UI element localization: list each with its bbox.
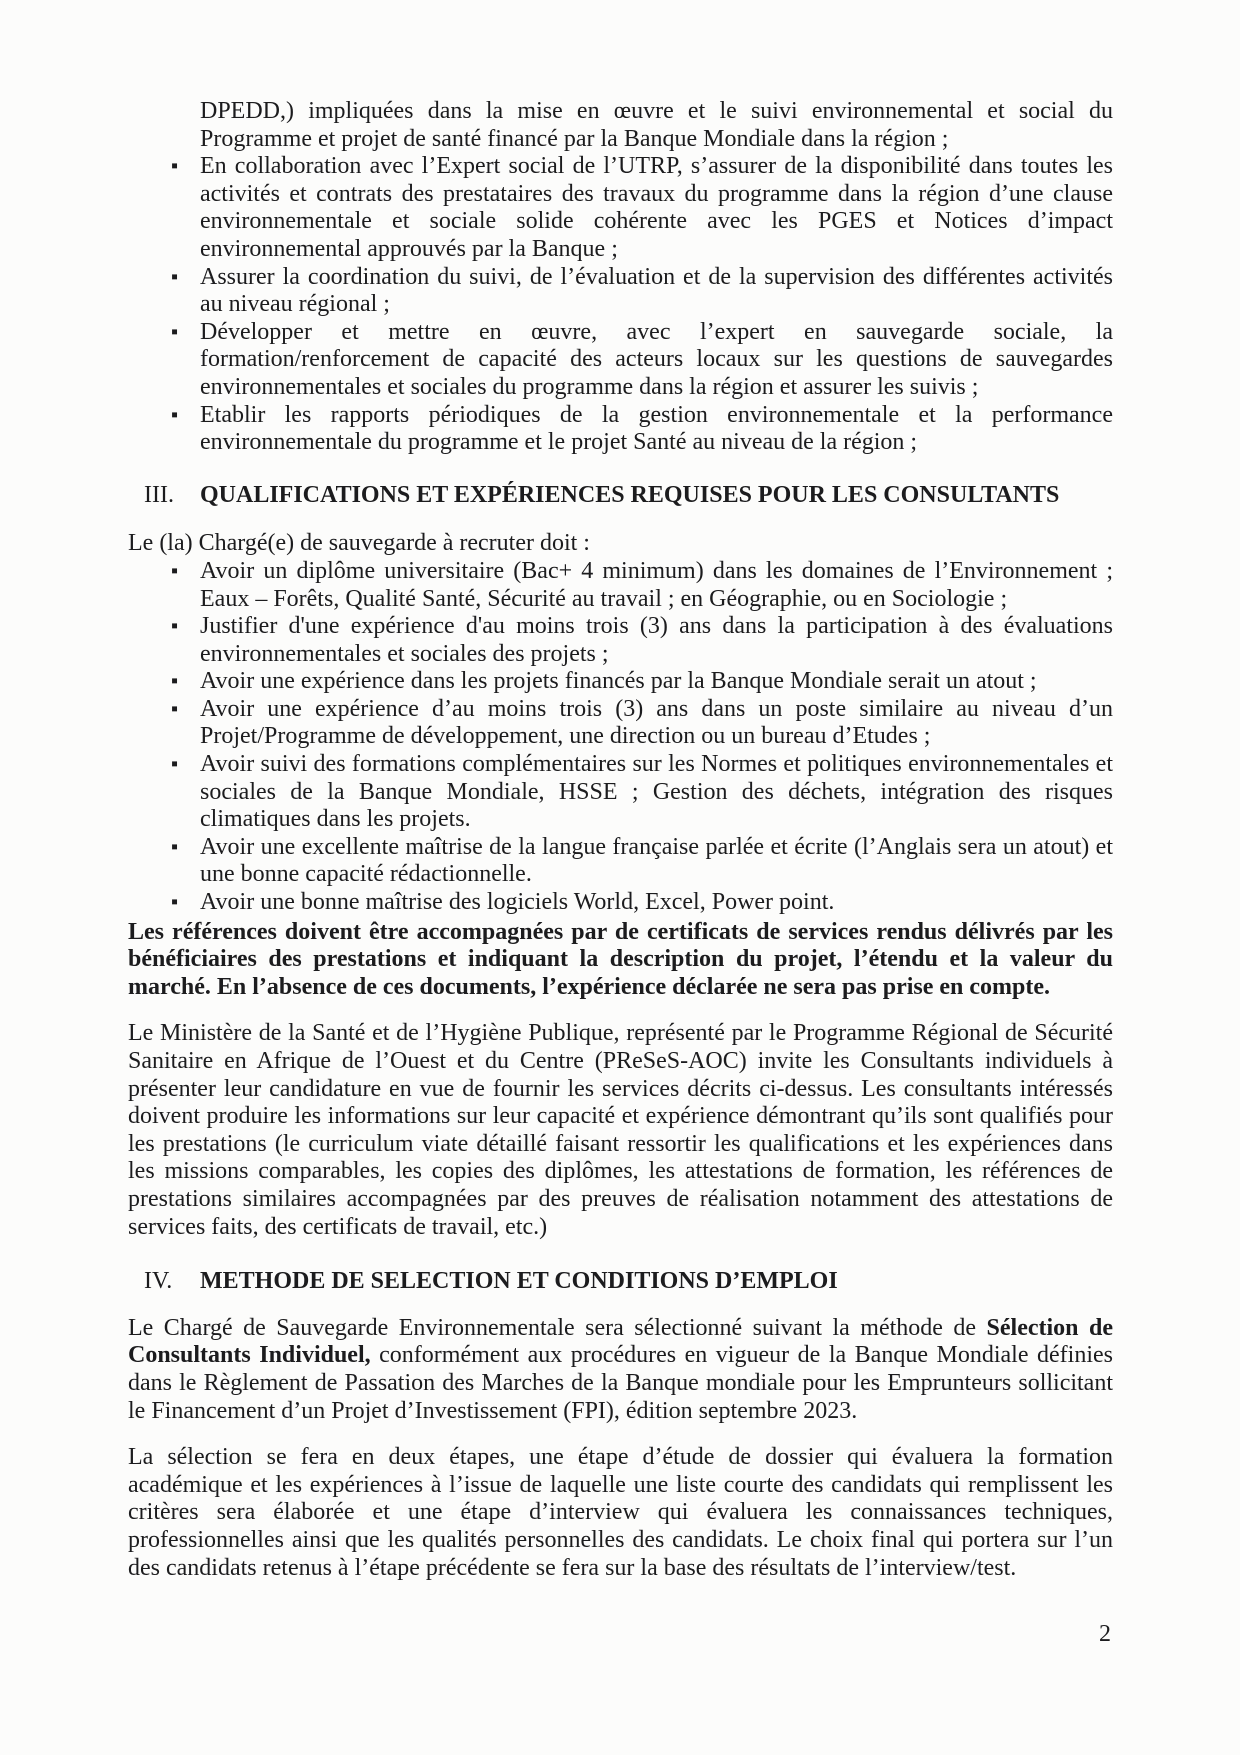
section-title: METHODE DE SELECTION ET CONDITIONS D’EMPLOI xyxy=(200,1268,838,1295)
duties-list xyxy=(170,153,1113,457)
paragraph-bold-text: Sélection de Consultants Individuel, xyxy=(128,1314,1114,1369)
section-heading-qualifications xyxy=(144,482,1113,510)
ministry-paragraph: Le Ministère de la Santé et de l’Hygiène Publique, représenté par le Programme Régional de Sécurité Sanitaire en Afrique de l’Ouest et du Centre (PReSeS-AOC) invite les Consultants individuels à présenter leur candidature en vue de fournir les services décrits ci-dessus. Les consultants intéressés doivent produire les informations sur leur capacité et expérience démontrant qu’ils sont qualifiés pour les prestations (le curriculum viate détaillé faisant ressortir les qualifications et les expériences dans les missions comparables, les copies des diplômes, les attestations de formation, les références de prestations similaires accompagnées par des preuves de réalisation notamment des attestations de services faits, des certificats de travail, etc.) xyxy=(128,1020,1113,1240)
list-item-text: Avoir une expérience d’au moins trois (3) ans dans un poste similaire au niveau d’un Projet/Programme de développement, une direction ou un bureau d’Etudes ; xyxy=(200,695,1113,750)
bullet-square-icon: ▪ xyxy=(171,753,179,776)
list-item xyxy=(170,751,1113,834)
list-item-text: Avoir une excellente maîtrise de la langue française parlée et écrite (l’Anglais sera un atout) et une bonne capacité rédactionnelle. xyxy=(200,833,1113,888)
list-item xyxy=(170,889,1113,917)
selection-steps-paragraph: La sélection se fera en deux étapes, une étape d’étude de dossier qui évaluera la formation académique et les expériences à l’issue de laquelle une liste courte des candidats qui remplissent les critères sera élaborée et une étape d’interview qui évaluera les connaissances techniques, professionnelles ainsi que les qualités personnelles des candidats. Le choix final qui portera sur l’un des candidats retenus à l’étape précédente se fera sur la base des résultats de l’interview/test. xyxy=(128,1444,1113,1581)
bullet-square-icon: ▪ xyxy=(171,155,179,178)
list-item-text: Avoir une bonne maîtrise des logiciels World, Excel, Power point. xyxy=(200,889,835,916)
section-numeral: IV. xyxy=(144,1268,173,1295)
page-number: 2 xyxy=(1099,1621,1111,1647)
paragraph-text: conformément aux procédures en vigueur de la Banque Mondiale définies dans le Règlement de Passation des Marches de la Banque mondiale pour les Emprunteurs sollicitant le Financement d’un Projet d’Investissement (FPI), édition septembre 2023. xyxy=(128,1342,1113,1424)
list-item-text: Assurer la coordination du suivi, de l’évaluation et de la supervision des différentes activités au niveau régional ; xyxy=(200,263,1113,318)
list-item xyxy=(170,558,1113,613)
selection-method-paragraph xyxy=(128,1315,1113,1425)
bullet-square-icon: ▪ xyxy=(171,403,179,426)
list-item xyxy=(170,264,1113,319)
qualifications-list xyxy=(170,558,1113,917)
continuation-paragraph: DPEDD,) impliquées dans la mise en œuvre et le suivi environnemental et social du Programme et projet de santé financé par la Banque Mondiale dans la région ; xyxy=(200,98,1113,152)
list-item-text: Développer et mettre en œuvre, avec l’expert en sauvegarde sociale, la formation/renforcement de capacité des acteurs locaux sur les questions de sauvegardes environnementales et sociales du programme dans la région et assurer les suivis ; xyxy=(200,318,1113,400)
references-note: Les références doivent être accompagnées par de certificats de services rendus délivrés par les bénéficiaires des prestations et indiquant la description du projet, l’étendu et la valeur du marché. En l’absence de ces documents, l’expérience déclarée ne sera pas prise en compte. xyxy=(128,918,1113,1000)
section-title: QUALIFICATIONS ET EXPÉRIENCES REQUISES POUR LES CONSULTANTS xyxy=(200,481,1060,508)
list-item-text: Avoir une expérience dans les projets financés par la Banque Mondiale serait un atout ; xyxy=(200,668,1037,695)
list-item xyxy=(170,319,1113,402)
list-item-text: En collaboration avec l’Expert social de l’UTRP, s’assurer de la disponibilité dans toutes les activités et contrats des prestataires des travaux du programme dans la région d’une clause environnementale et sociale solide cohérente avec les PGES et Notices d’impact environnemental approuvés par la Banque ; xyxy=(200,153,1113,262)
qualifications-intro: Le (la) Chargé(e) de sauvegarde à recruter doit : xyxy=(128,530,590,557)
bullet-square-icon: ▪ xyxy=(171,265,179,288)
bullet-square-icon: ▪ xyxy=(171,670,179,693)
bullet-square-icon: ▪ xyxy=(171,615,179,638)
section-numeral: III. xyxy=(144,481,174,508)
bullet-square-icon: ▪ xyxy=(171,891,179,914)
paragraph-text: Le Chargé de Sauvegarde Environnementale sera sélectionné suivant la méthode de xyxy=(128,1314,987,1341)
list-item xyxy=(170,696,1113,751)
bullet-square-icon: ▪ xyxy=(171,559,179,582)
list-item-text: Avoir suivi des formations complémentaires sur les Normes et politiques environnementales et sociales de la Banque Mondiale, HSSE ; Gestion des déchets, intégration des risques climatiques dans les projets. xyxy=(200,751,1113,833)
section-heading-method xyxy=(144,1268,1113,1296)
bullet-square-icon: ▪ xyxy=(171,835,179,858)
list-item xyxy=(170,668,1113,696)
bullet-square-icon: ▪ xyxy=(171,697,179,720)
list-item-text: Avoir un diplôme universitaire (Bac+ 4 minimum) dans les domaines de l’Environnement ; Eaux – Forêts, Qualité Santé, Sécurité au travail ; en Géographie, ou en Sociologie ; xyxy=(200,557,1113,612)
list-item xyxy=(170,402,1113,457)
list-item-text: Etablir les rapports périodiques de la gestion environnementale et la performance environnementale du programme et le projet Santé au niveau de la région ; xyxy=(200,401,1113,456)
bullet-square-icon: ▪ xyxy=(171,320,179,343)
list-item-text: Justifier d'une expérience d'au moins trois (3) ans dans la participation à des évaluations environnementales et sociales des projets ; xyxy=(200,613,1113,667)
list-item xyxy=(170,153,1113,263)
list-item xyxy=(170,834,1113,889)
list-item xyxy=(170,613,1113,668)
